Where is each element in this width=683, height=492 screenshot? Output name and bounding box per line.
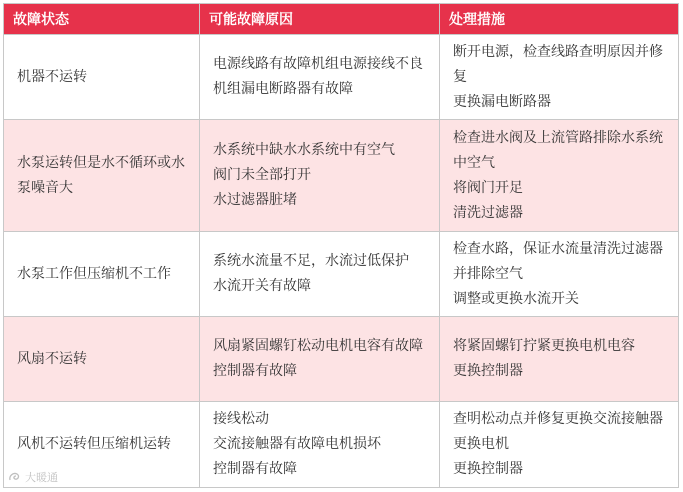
- cause-line: 控制器有故障: [213, 363, 297, 379]
- cause-line: 电源线路有故障机组电源接线不良: [213, 56, 423, 72]
- fix-cell: [440, 35, 679, 120]
- cause-cell: [200, 120, 440, 232]
- cause-cell: [200, 35, 440, 120]
- fault-state-cell: 机器不运转: [4, 35, 200, 120]
- table-row: [4, 232, 679, 317]
- fix-line: 更换控制器: [453, 461, 523, 477]
- fix-cell: [440, 402, 679, 488]
- fix-line: 检查进水阀及上流管路排除水系统中空气: [453, 129, 663, 171]
- fault-state-cell: 水泵运转但是水不循环或水泵噪音大: [4, 120, 200, 232]
- watermark: [8, 469, 58, 485]
- swirl-logo-icon: [8, 471, 22, 483]
- fix-cell: [440, 120, 679, 232]
- fix-line: 更换控制器: [453, 363, 523, 379]
- fix-line: 调整或更换水流开关: [453, 290, 579, 307]
- fix-line: 清洗过滤器: [453, 204, 523, 221]
- fix-line: 检查水路，保证水流量清洗过滤器并排除空气: [453, 240, 663, 282]
- table-row: [4, 402, 679, 488]
- fix-line: 将阀门开足: [453, 179, 523, 196]
- header-possible-cause: 可能故障原因: [200, 4, 440, 35]
- table-row: [4, 317, 679, 402]
- header-measures: 处理措施: [440, 4, 679, 35]
- fix-line: 断开电源，检查线路查明原因并修复: [453, 43, 663, 85]
- cause-line: 交流接触器有故障电机损坏: [213, 436, 381, 452]
- cause-cell: [200, 317, 440, 402]
- table-row: [4, 35, 679, 120]
- cause-line: 接线松动: [213, 411, 269, 427]
- fix-line: 将紧固螺钉拧紧更换电机电容: [453, 338, 635, 354]
- fix-cell: [440, 317, 679, 402]
- header-fault-state: 故障状态: [4, 4, 200, 35]
- table-header-row: [4, 4, 679, 35]
- cause-line: 系统水流量不足，水流过低保护: [213, 253, 409, 269]
- cause-cell: [200, 402, 440, 488]
- fault-state-cell: 风扇不运转: [4, 317, 200, 402]
- cause-line: 水流开关有故障: [213, 278, 311, 294]
- fault-table: [3, 3, 679, 488]
- cause-line: 水过滤器脏堵: [213, 192, 297, 208]
- cause-line: 阀门未全部打开: [213, 167, 311, 183]
- cause-line: 机组漏电断路器有故障: [213, 81, 353, 97]
- fix-line: 查明松动点并修复更换交流接触器更换电机: [453, 411, 663, 452]
- cause-line: 风扇紧固螺钉松动电机电容有故障: [213, 338, 423, 354]
- fault-state-cell: 水泵工作但压缩机不工作: [4, 232, 200, 317]
- fault-state-cell: 风机不运转但压缩机运转: [4, 402, 200, 488]
- cause-cell: [200, 232, 440, 317]
- cause-line: 控制器有故障: [213, 461, 297, 477]
- fix-line: 更换漏电断路器: [453, 93, 551, 110]
- table-row: [4, 120, 679, 232]
- cause-line: 水系统中缺水水系统中有空气: [213, 142, 395, 158]
- fix-cell: [440, 232, 679, 317]
- watermark-text: 大暖通: [25, 471, 58, 484]
